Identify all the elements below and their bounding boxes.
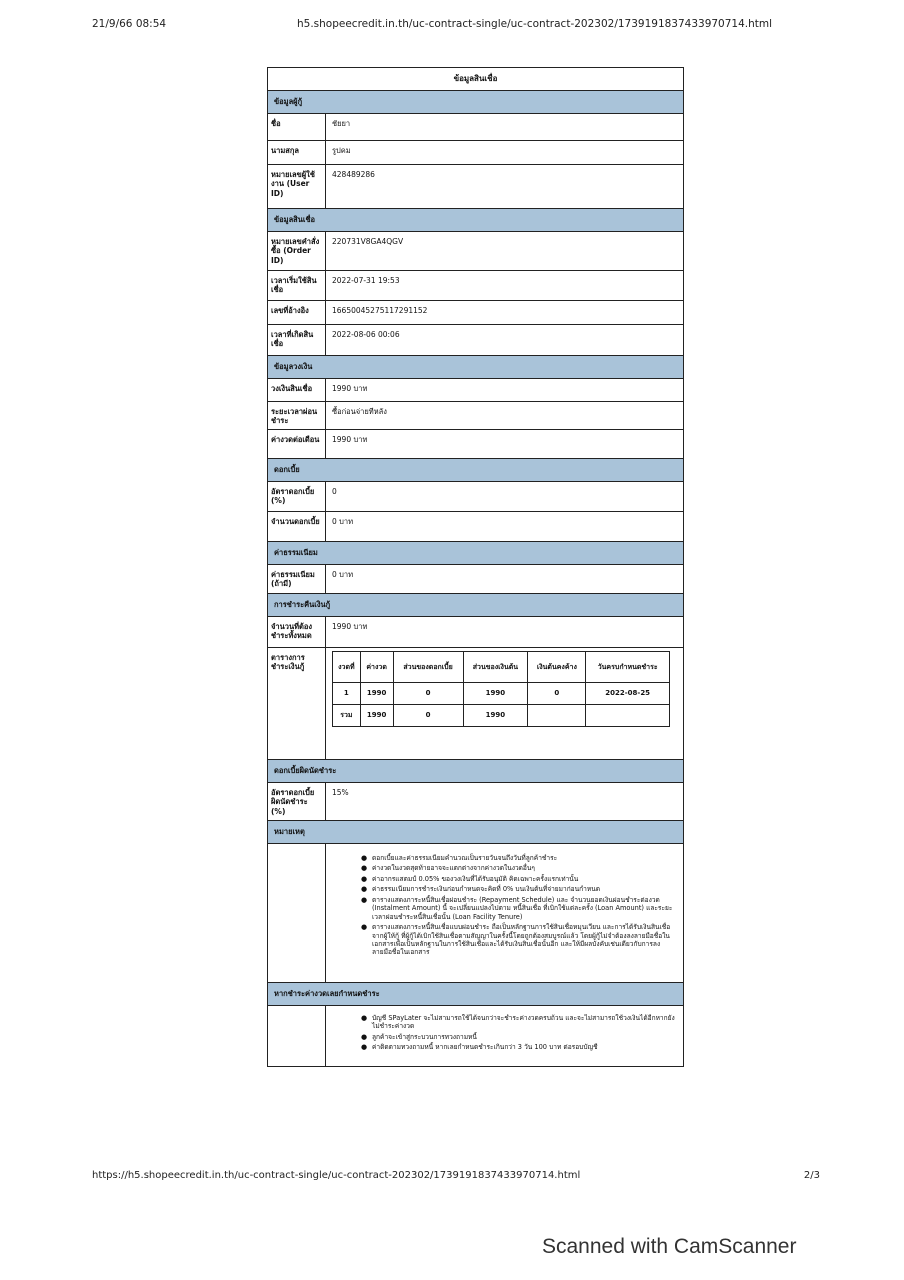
col-installment-no: งวดที่ [333,652,361,683]
table-row [333,683,670,705]
page-number: 2/3 [803,1170,820,1181]
repayment-schedule-table [332,651,670,727]
list-item: ● ค่าติดตามทวงถามหนี้ หากเลยกำหนดชำระเกินกว่า 3 วัน 100 บาท ต่อรอบบัญชี [372,1043,675,1051]
section-credit-limit: ข้อมูลวงเงิน [268,356,683,379]
value-credit-limit: 1990 บาท [332,384,368,393]
list-item: ● ลูกค้าจะเข้าสู่กระบวนการทวงถามหนี้ [372,1033,675,1041]
row-user-id [268,165,683,209]
footer-url: https://h5.shopeecredit.in.th/uc-contract-single/uc-contract-202302/1739191837433970714.html [92,1170,581,1181]
row-interest-amount [268,512,683,542]
section-overdue: หากชำระค่างวดเลยกำหนดชำระ [268,983,683,1006]
overdue-cell [326,1006,683,1066]
col-installment-amount: ค่างวด [360,652,393,683]
table-cell [528,705,586,727]
label-fee: ค่าธรรมเนียม (ถ้ามี) [268,565,326,593]
table-cell: 1990 [463,683,528,705]
value-term: ซื้อก่อนจ่ายทีหลัง [332,407,387,416]
table-title: ข้อมูลสินเชื่อ [268,68,683,91]
row-first-name [268,114,683,141]
list-item: ● ตารางแสดงภาระหนี้สินเชื่อแบบผ่อนชำระ ถือเป็นหลักฐานการใช้สินเชื่อหมุนเวียน และการได้รับเงินสินเชื่อจากผู้ให้กู้ ที่ผู้กู้ได้เบิกใช้สินเชื่อตามสัญญาในครั้งนี้โดยถูกต้องสมบูรณ์แล้ว โดยผู้กู้ไม่จำต้องลงลายมือชื่อในเอกสารเพื่อเป็นหลักฐานในการใช้สินเชื่อและได้รับเงินสินเชื่อนั้นอีก และให้มีผลบังคับเช่นเดียวกับการลงลายมือชื่อในเอกสาร [372,923,675,957]
table-cell [586,705,670,727]
label-term: ระยะเวลาผ่อนชำระ [268,402,326,429]
print-footer [92,1170,820,1186]
row-credit-limit [268,379,683,402]
value-order-id: 220731V8GA4QGV [332,237,404,246]
section-remarks: หมายเหตุ [268,821,683,844]
row-late-interest [268,783,683,821]
list-item: ● ค่างวดในงวดสุดท้ายอาจจะแตกต่างจากค่างวดในงวดอื่นๆ [372,864,675,872]
section-late-interest: ดอกเบี้ยผิดนัดชำระ [268,760,683,783]
label-user-id: หมายเลขผู้ใช้งาน (User ID) [268,165,326,208]
row-remarks [268,844,683,983]
label-last-name: นามสกุล [268,141,326,164]
value-user-id: 428489286 [332,170,375,179]
table-cell: 2022-08-25 [586,683,670,705]
label-late-interest: อัตราดอกเบี้ยผิดนัดชำระ (%) [268,783,326,820]
scanner-watermark: Scanned with CamScanner [542,1235,797,1258]
label-created-time: เวลาที่เกิดสินเชื่อ [268,325,326,355]
value-late-interest: 15% [332,788,349,797]
value-created-time: 2022-08-06 00:06 [332,330,400,339]
value-start-time: 2022-07-31 19:53 [332,276,400,285]
label-interest-rate: อัตราดอกเบี้ย (%) [268,482,326,511]
label-remarks-empty [268,844,326,982]
table-row-total [333,705,670,727]
table-cell: 1 [333,683,361,705]
label-total-due: จำนวนที่ต้องชำระทั้งหมด [268,617,326,647]
label-start-time: เวลาเริ่มใช้สินเชื่อ [268,271,326,300]
list-item: ● ตารางแสดงภาระหนี้สินเชื่อผ่อนชำระ (Repayment Schedule) และ จำนวนยอดเงินผ่อนชำระต่องวด (Instalment Amount) นี้ จะเปลี่ยนแปลงไปตาม หนี้สินเชื่อ ที่เบิกใช้แต่ละครั้ง (Loan Amount) และระยะเวลาผ่อนชำระหนี้สินเชื่อนั้น (Loan Facility Tenure) [372,896,675,921]
value-monthly: 1990 บาท [332,435,368,444]
label-overdue-empty [268,1006,326,1066]
list-item: ● ค่าธรรมเนียมการชำระเงินก่อนกำหนดจะคิดที่ 0% บนเงินต้นที่จ่ายมาก่อนกำหนด [372,885,675,893]
row-reference [268,301,683,325]
table-cell: 1990 [360,683,393,705]
label-schedule: ตารางการชำระเงินกู้ [268,648,326,759]
schedule-cell [326,648,683,759]
value-fee: 0 บาท [332,570,354,579]
remarks-list [326,844,683,965]
label-reference: เลขที่อ้างอิง [268,301,326,324]
table-cell: 1990 [463,705,528,727]
list-item: ● ดอกเบี้ยและค่าธรรมเนียมคำนวณเป็นรายวันจนถึงวันที่ลูกค้าชำระ [372,854,675,862]
table-cell: 1990 [360,705,393,727]
row-interest-rate [268,482,683,512]
row-start-time [268,271,683,301]
row-last-name [268,141,683,165]
col-principal-portion: ส่วนของเงินต้น [463,652,528,683]
section-interest: ดอกเบี้ย [268,459,683,482]
table-cell: 0 [393,683,463,705]
section-loan: ข้อมูลสินเชื่อ [268,209,683,232]
value-interest-rate: 0 [332,487,337,496]
schedule-header-row [333,652,670,683]
label-order-id: หมายเลขคำสั่งซื้อ (Order ID) [268,232,326,270]
table-cell: 0 [393,705,463,727]
col-interest-portion: ส่วนของดอกเบี้ย [393,652,463,683]
row-overdue [268,1006,683,1066]
list-item: ● บัญชี SPayLater จะไม่สามารถใช้ได้จนกว่าจะชำระค่างวดครบถ้วน และจะไม่สามารถใช้วงเงินได้อีกหากยังไม่ชำระค่างวด [372,1014,675,1031]
section-borrower: ข้อมูลผู้กู้ [268,91,683,114]
section-repayment: การชำระคืนเงินกู้ [268,594,683,617]
col-outstanding-principal: เงินต้นคงค้าง [528,652,586,683]
row-order-id [268,232,683,271]
list-item: ● ค่าอากรแสตมป์ 0.05% ของวงเงินที่ได้รับอนุมัติ คิดเฉพาะครั้งแรกเท่านั้น [372,875,675,883]
value-interest-amount: 0 บาท [332,517,354,526]
value-reference: 16650045275117291152 [332,306,428,315]
row-monthly [268,430,683,459]
label-credit-limit: วงเงินสินเชื่อ [268,379,326,401]
value-first-name: ชัยยา [332,119,351,128]
overdue-list [326,1006,683,1060]
label-first-name: ชื่อ [268,114,326,140]
section-fee: ค่าธรรมเนียม [268,542,683,565]
table-cell: 0 [528,683,586,705]
value-total-due: 1990 บาท [332,622,368,631]
print-datetime: 21/9/66 08:54 [92,18,167,30]
row-term [268,402,683,430]
table-cell: รวม [333,705,361,727]
label-interest-amount: จำนวนดอกเบี้ย [268,512,326,541]
print-url: h5.shopeecredit.in.th/uc-contract-single/uc-contract-202302/1739191837433970714.html [297,18,773,30]
row-total-due [268,617,683,648]
row-schedule [268,648,683,760]
label-monthly: ค่างวดต่อเดือน [268,430,326,458]
row-fee [268,565,683,594]
value-last-name: รูปคม [332,146,351,155]
remarks-cell [326,844,683,982]
print-header [92,18,844,36]
loan-info-table [267,67,684,1067]
row-created-time [268,325,683,356]
col-due-date: วันครบกำหนดชำระ [586,652,670,683]
